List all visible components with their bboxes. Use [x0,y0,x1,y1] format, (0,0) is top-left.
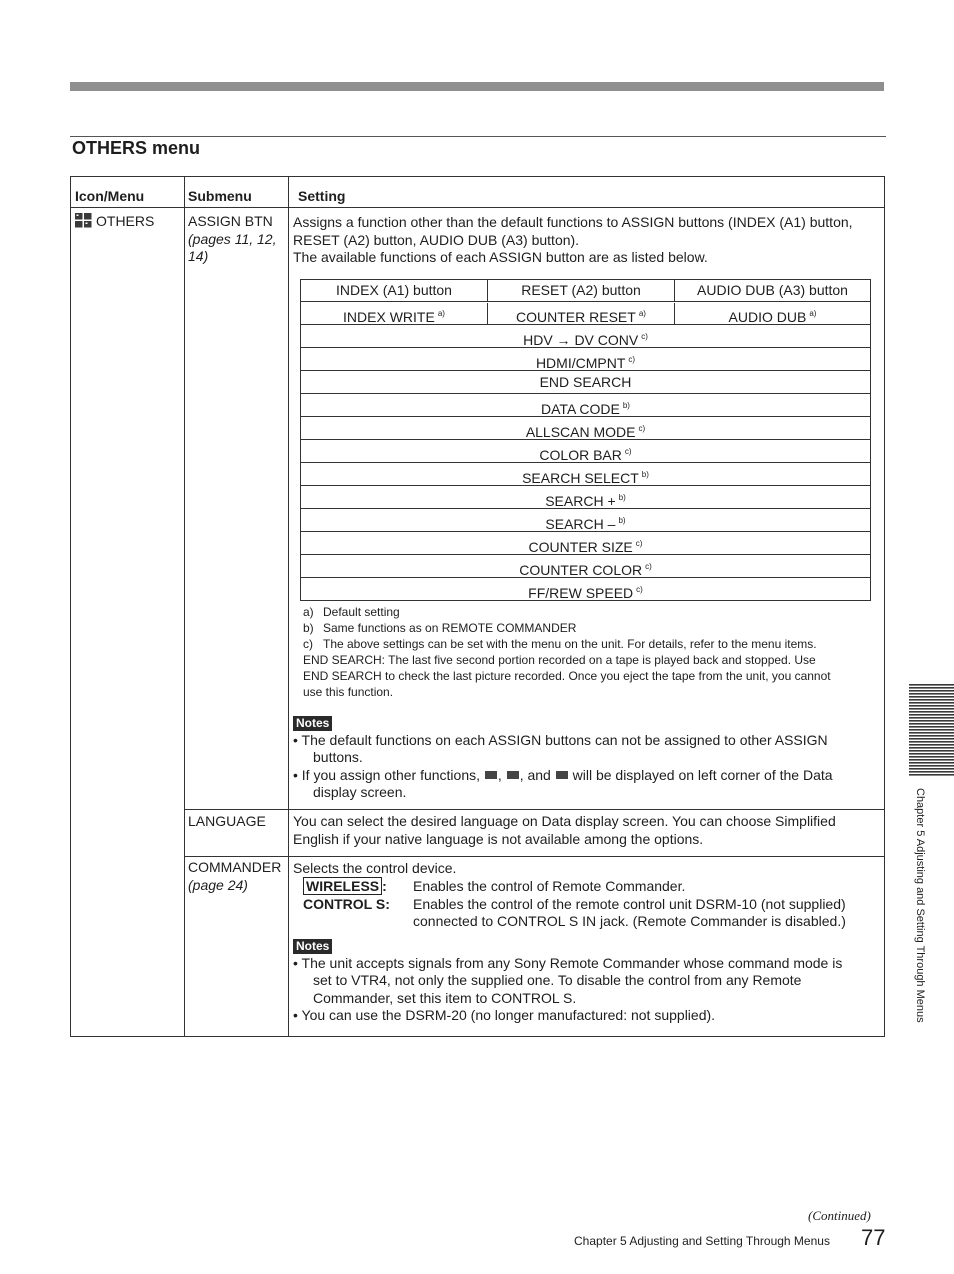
function-label: END SEARCH [539,374,632,390]
assign-function-row [301,441,870,463]
thumb-stripe [909,696,954,698]
menu-name: OTHERS [96,213,155,229]
function-label: DATA CODE [541,401,620,417]
thumb-stripe [909,765,954,767]
note-text: set to VTR4, not only the supplied one. To disable the control from any Remote [313,972,802,989]
thumb-stripe [909,708,954,710]
thumb-stripe [909,729,954,731]
assign-btn-description [293,214,883,267]
header-submenu: Submenu [188,188,252,204]
note-text: buttons. [313,749,363,766]
header-setting: Setting [298,188,346,204]
description-line: Enables the control of the remote control unit DSRM-10 (not supplied) [413,895,846,912]
top-decorative-bar [70,82,884,91]
thumb-stripe [909,714,954,716]
arrow-right-icon: → [556,332,571,348]
a1-indicator-icon [485,771,497,779]
footer-chapter-title: Chapter 5 Adjusting and Setting Through Menus [574,1234,830,1248]
menu-cell [75,213,154,231]
function-label: COUNTER RESET [516,309,636,325]
function-cell [301,418,870,440]
note-item [293,732,878,767]
function-label: SEARCH – [545,516,616,532]
language-description [293,813,883,848]
function-label: COUNTER SIZE [528,539,633,555]
submenu-label: ASSIGN BTN [188,213,273,229]
note-text: , [497,766,502,783]
function-cell [301,349,870,371]
submenu-commander [188,859,286,894]
thumb-stripe [909,711,954,713]
others-menu-icon [75,213,92,228]
submenu-label: COMMANDER [188,859,282,875]
function-label: HDV [523,332,553,348]
title-rule [70,136,886,137]
footnote-mark: b) [618,516,626,525]
assign-notes [293,714,878,802]
thumb-stripe [909,720,954,722]
assign-function-row [301,464,870,486]
footnote-mark: b) [622,401,630,410]
footnote-mark: c) [641,332,648,341]
note-text: Commander, set this item to CONTROL S. [313,989,577,1006]
function-label: FF/REW SPEED [528,585,634,601]
assign-function-row [301,556,870,578]
note-item [293,767,878,802]
default-a1 [301,303,487,325]
submenu-language: LANGUAGE [188,813,266,829]
page-reference: 14) [188,248,209,265]
function-cell [301,579,870,601]
thumb-stripe [909,732,954,734]
option-description: Enables the control of Remote Commander. [413,878,686,894]
description-line: You can select the desired language on Data display screen. You can choose Simplified [293,813,836,829]
function-cell [301,556,870,578]
thumb-stripe [909,738,954,740]
header-divider [71,207,884,208]
assign-function-row [301,487,870,509]
footnote-mark: a) [303,605,314,619]
function-label: ALLSCAN MODE [525,424,636,440]
notes-badge: Notes [293,716,332,731]
a2-indicator-icon [507,771,519,779]
note-item: • You can use the DSRM-20 (no longer manufactured: not supplied). [293,1007,716,1024]
option-wireless [303,878,387,896]
function-label: INDEX WRITE [343,309,435,325]
assign-header-a3: AUDIO DUB (A3) button [697,282,848,298]
thumb-stripe [909,768,954,770]
footnote-mark: a) [437,309,445,318]
submenu-assign-btn [188,213,286,266]
default-a2 [488,303,674,325]
header-icon-menu: Icon/Menu [75,188,145,204]
option-description [413,896,873,931]
thumb-stripe [909,726,954,728]
function-label: SEARCH + [545,493,616,509]
option-control-s: CONTROL S: [303,895,390,912]
footnote-mark: c) [628,355,636,364]
description-line: English if your native language is not available among the options. [293,830,704,847]
page-reference: (page 24) [188,876,248,893]
function-cell [301,441,870,463]
function-label: COUNTER COLOR [519,562,643,578]
side-chapter-label: Chapter 5 Adjusting and Setting Through Menus [914,788,926,1023]
footnote-mark: c) [624,447,632,456]
column-divider [184,177,185,1036]
note-text: , and [519,766,551,783]
page-reference: (pages 11, 12, [188,230,277,247]
footnote-text: Default setting [323,605,400,619]
function-cell [301,510,870,532]
assign-functions-table [300,279,871,601]
description-line: connected to CONTROL S IN jack. (Remote Commander is disabled.) [413,913,846,930]
thumb-stripe [909,690,954,692]
page-number: 77 [861,1225,886,1250]
assign-function-row [301,533,870,555]
thumb-stripe [909,699,954,701]
assign-function-row [301,579,870,601]
function-cell [301,487,870,509]
footnote-mark: c) [635,539,643,548]
commander-notes [293,937,878,1025]
assign-header-a2: RESET (A2) button [521,282,641,298]
options-list [303,878,883,934]
thumb-stripe [909,717,954,719]
assign-function-row [301,349,870,371]
thumb-stripe [909,774,954,776]
function-label: AUDIO DUB [728,309,807,325]
row-divider [184,809,884,810]
footnote-text: The above settings can be set with the menu on the unit. For details, refer to the menu items. [323,637,817,651]
function-cell [301,395,870,417]
function-cell [301,464,870,486]
footnote-text: use this function. [303,685,394,699]
note-text: will be displayed on left corner of the Data [572,766,833,783]
thumb-stripe [909,750,954,752]
footnote-text: Same functions as on REMOTE COMMANDER [323,621,577,635]
commander-description: Selects the control device. [293,860,457,876]
thumb-stripe [909,687,954,689]
notes-badge: Notes [293,939,332,954]
note-item [293,955,878,1008]
column-divider [288,177,289,1036]
footnote-mark: a) [809,309,817,318]
thumb-stripe [909,735,954,737]
thumb-stripe [909,723,954,725]
commander-options [291,878,881,934]
assign-function-row [301,372,870,394]
assign-function-row [301,395,870,417]
default-a3 [675,303,870,325]
footnote-mark: a) [638,309,646,318]
footnotes [303,604,873,700]
footnote-mark: b) [618,493,626,502]
wireless-default-label: WIRELESS [303,877,382,895]
a3-indicator-icon [556,771,568,779]
thumb-stripe [909,741,954,743]
function-label: HDMI/CMPNT [535,355,626,371]
footnote-mark: c) [645,562,652,571]
thumb-stripe [909,702,954,704]
note-text: • The default functions on each ASSIGN buttons can not be assigned to other ASSIGN [293,731,828,748]
thumb-stripe [909,747,954,749]
thumb-stripe [909,753,954,755]
footnote-mark: c) [303,637,313,651]
assign-function-row [301,418,870,440]
row-divider [184,856,884,857]
description-line: Assigns a function other than the default functions to ASSIGN buttons (INDEX (A1) button, [293,214,853,230]
assign-header-row [301,280,870,302]
assign-function-row [301,326,870,348]
footnote-text: END SEARCH: The last five second portion recorded on a tape is played back and stopped. Use [303,653,816,667]
thumb-stripe [909,684,954,686]
footnote-mark: b) [303,621,314,635]
thumb-stripe [909,705,954,707]
function-cell [301,533,870,555]
function-hdv-dv-conv [301,326,870,348]
note-text: display screen. [313,784,407,801]
footnote-mark: c) [636,585,643,594]
assign-function-row [301,510,870,532]
description-line: The available functions of each ASSIGN button are as listed below. [293,249,708,266]
footnote-mark: b) [641,470,649,479]
option-colon: : [382,878,387,894]
thumb-stripe [909,762,954,764]
thumb-stripe [909,693,954,695]
function-label: DV CONV [574,332,639,348]
assign-header-a1: INDEX (A1) button [336,282,452,298]
note-text: • If you assign other functions, [293,766,481,783]
function-label: COLOR BAR [539,447,622,463]
section-title: OTHERS menu [72,138,201,158]
assign-default-row [301,303,870,325]
footnote-text: END SEARCH to check the last picture recorded. Once you eject the tape from the unit, you cannot [303,669,831,683]
others-menu-table [70,176,885,1037]
thumb-stripe [909,759,954,761]
function-cell [301,372,870,394]
note-text: • The unit accepts signals from any Sony Remote Commander whose command mode is [293,954,843,971]
thumb-stripe [909,756,954,758]
chapter-thumb-tab [909,683,954,777]
function-label: SEARCH SELECT [522,470,639,486]
footnote-mark: c) [638,424,646,433]
description-line: RESET (A2) button, AUDIO DUB (A3) button). [293,231,580,248]
thumb-stripe [909,744,954,746]
continued-label: (Continued) [808,1208,871,1223]
thumb-stripe [909,771,954,773]
